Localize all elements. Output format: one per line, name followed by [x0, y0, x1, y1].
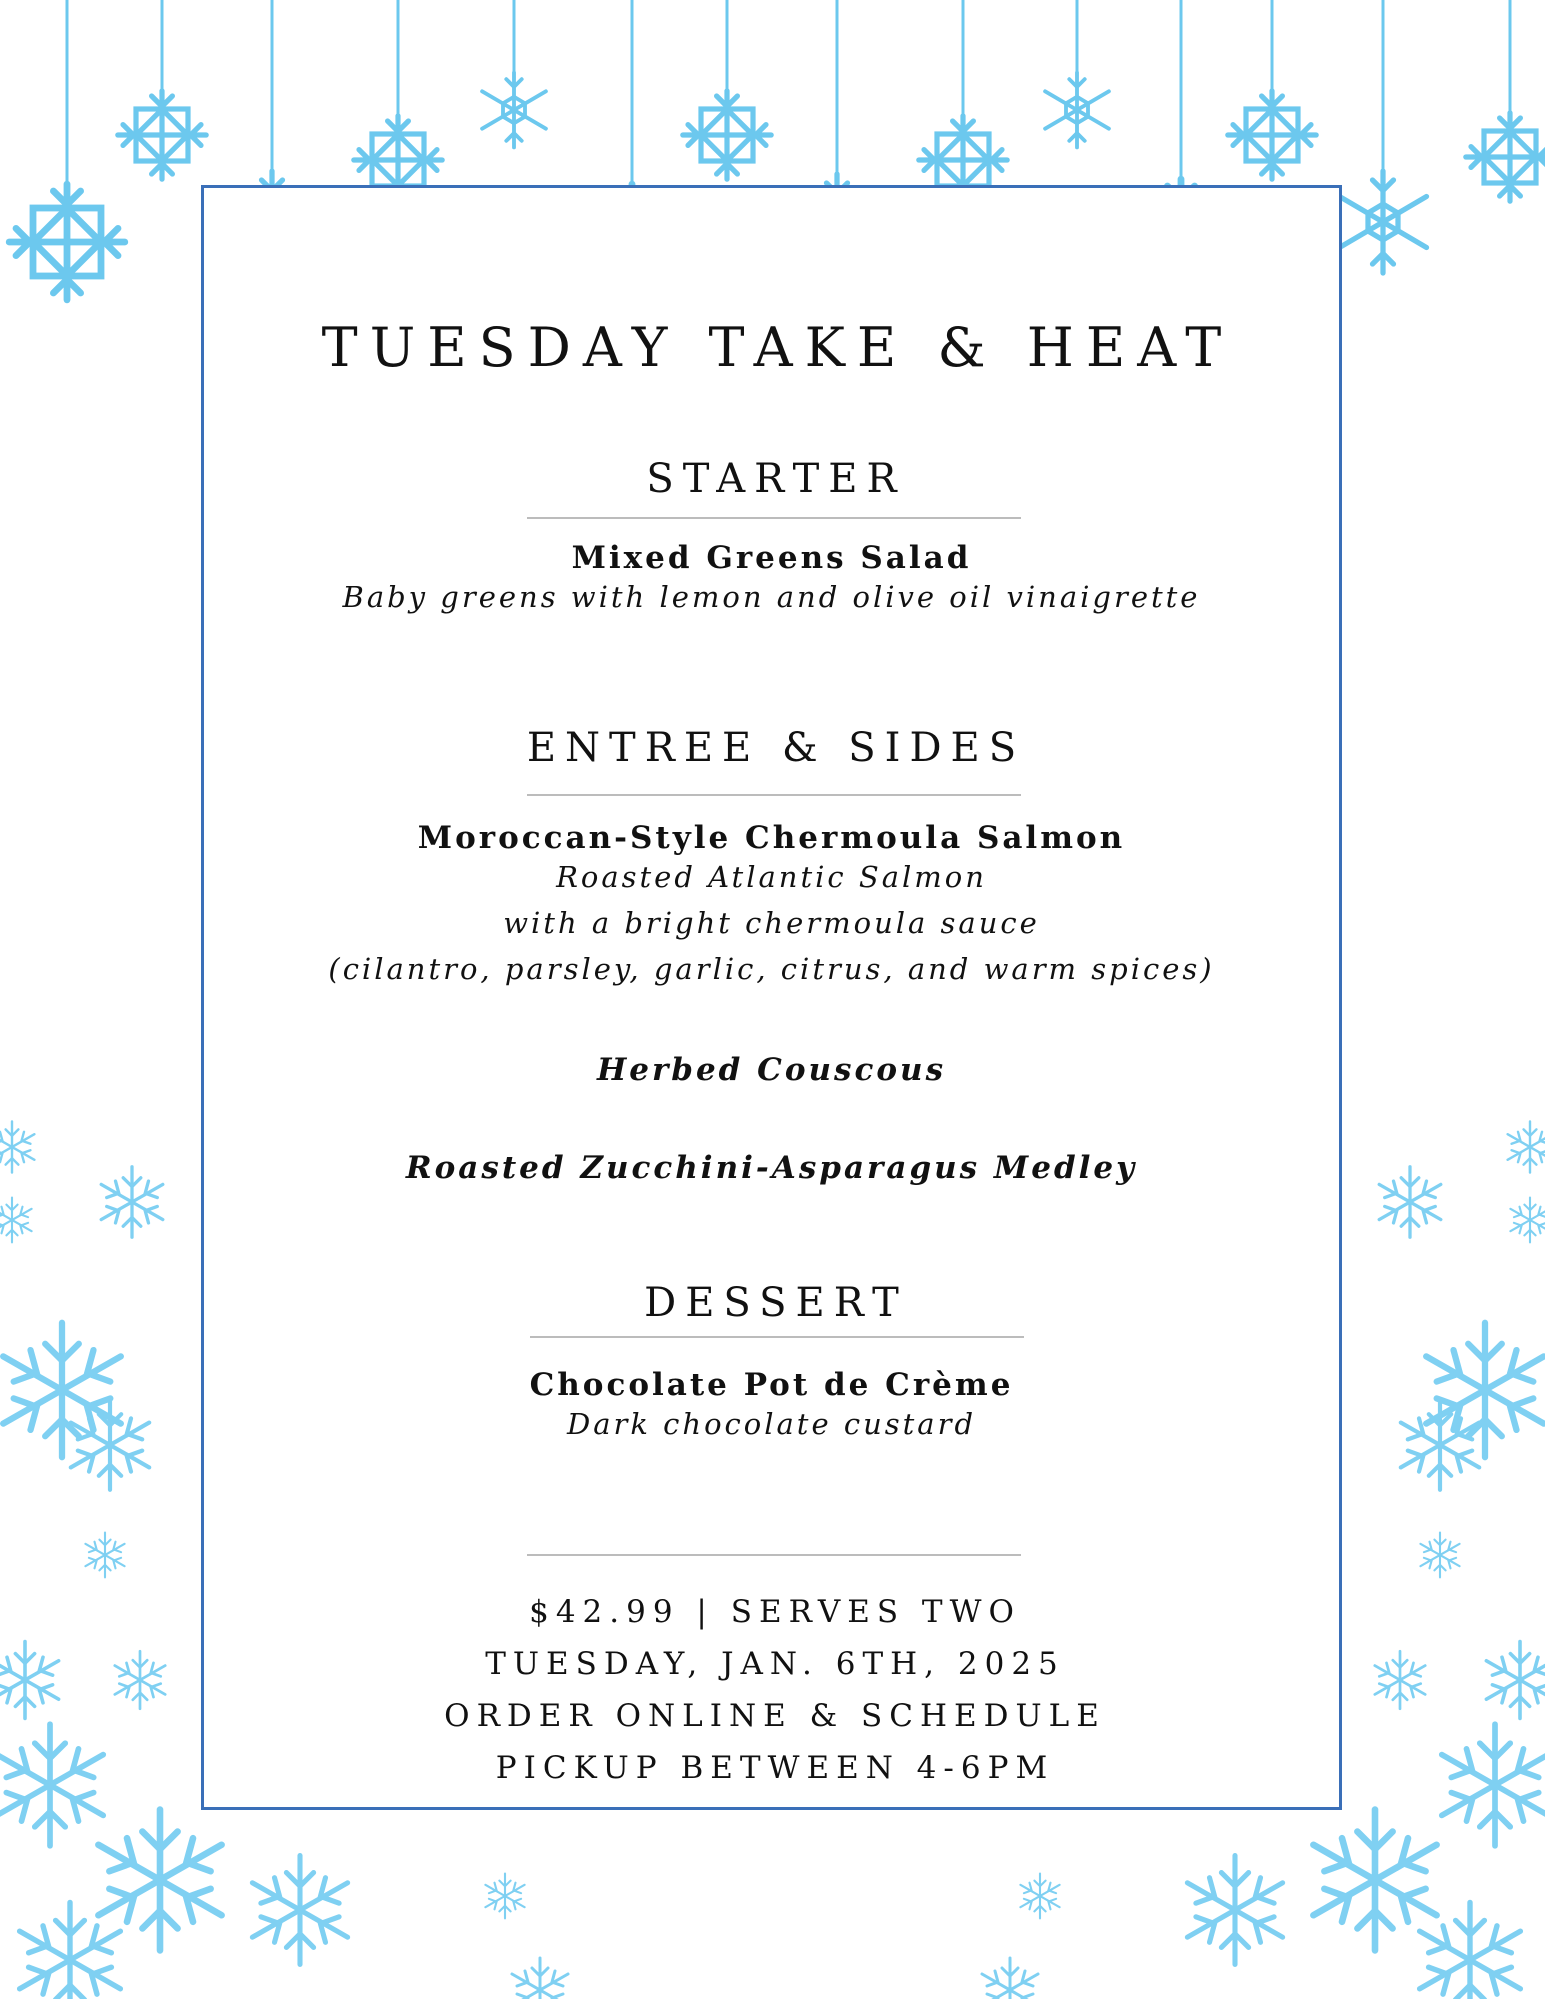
page-title: TUESDAY TAKE & HEAT — [321, 316, 1234, 379]
snowflake-icon — [683, 91, 771, 179]
snowflake-icon — [252, 1856, 347, 1965]
snowflake-icon — [85, 1533, 124, 1578]
snowflake-icon — [0, 1198, 32, 1243]
snowflake-icon — [982, 1958, 1038, 1999]
dessert-heading: DESSERT — [644, 1280, 908, 1326]
snowflake-icon — [482, 73, 546, 148]
snowflake-icon — [0, 1724, 103, 1846]
snowflake-icon — [1340, 171, 1427, 273]
entree-description-line: (cilantro, parsley, garlic, citrus, and warm spices) — [328, 952, 1215, 986]
snowflake-icon — [115, 1651, 165, 1709]
starter-item-description: Baby greens with lemon and olive oil vinaigrette — [342, 580, 1201, 614]
entree-divider — [527, 794, 1021, 796]
snowflake-icon — [1442, 1724, 1545, 1846]
snowflake-icon — [1508, 1121, 1545, 1172]
date-line: TUESDAY, JAN. 6TH, 2025 — [485, 1646, 1065, 1682]
price-line: $42.99 | SERVES TWO — [529, 1594, 1021, 1630]
snowflake-icon — [98, 1810, 221, 1951]
dessert-item-description: Dark chocolate custard — [566, 1407, 977, 1441]
snowflake-icon — [485, 1874, 524, 1919]
snowflake-icon — [71, 1400, 149, 1490]
menu-card — [201, 185, 1342, 1810]
snowflake-icon — [1228, 91, 1316, 179]
snowflake-icon — [1379, 1167, 1441, 1237]
snowflake-icon — [0, 1121, 34, 1172]
snowflake-icon — [118, 91, 206, 179]
entree-description-line: with a bright chermoula sauce — [503, 906, 1040, 940]
starter-item-name: Mixed Greens Salad — [571, 540, 972, 576]
snowflake-icon — [1401, 1400, 1479, 1490]
starter-heading: STARTER — [646, 456, 906, 502]
snowflake-icon — [9, 184, 125, 300]
side-item-couscous: Herbed Couscous — [596, 1052, 947, 1088]
side-item-medley: Roasted Zucchini-Asparagus Medley — [405, 1150, 1138, 1186]
snowflake-icon — [1486, 1642, 1545, 1719]
snowflake-icon — [0, 1642, 59, 1719]
snowflake-icon — [1510, 1198, 1545, 1243]
snowflake-icon — [1466, 113, 1545, 201]
entree-description-line: Roasted Atlantic Salmon — [556, 860, 987, 894]
snowflake-icon — [1020, 1874, 1059, 1919]
entree-heading: ENTREE & SIDES — [526, 725, 1026, 771]
snowflake-icon — [512, 1958, 568, 1999]
starter-divider — [527, 517, 1021, 519]
pickup-line: PICKUP BETWEEN 4-6PM — [495, 1750, 1055, 1786]
snowflake-icon — [1187, 1856, 1282, 1965]
snowflake-icon — [1426, 1323, 1544, 1457]
snowflake-icon — [3, 1323, 121, 1457]
snowflake-icon — [1045, 73, 1109, 148]
dessert-divider — [530, 1336, 1024, 1338]
footer-divider — [527, 1554, 1021, 1556]
order-line: ORDER ONLINE & SCHEDULE — [444, 1698, 1106, 1734]
dessert-item-name: Chocolate Pot de Crème — [529, 1367, 1014, 1403]
snowflake-icon — [101, 1167, 163, 1237]
snowflake-icon — [1375, 1651, 1425, 1709]
snowflake-icon — [1420, 1533, 1459, 1578]
snowflake-icon — [20, 1902, 121, 1999]
entree-main-name: Moroccan-Style Chermoula Salmon — [417, 820, 1126, 856]
